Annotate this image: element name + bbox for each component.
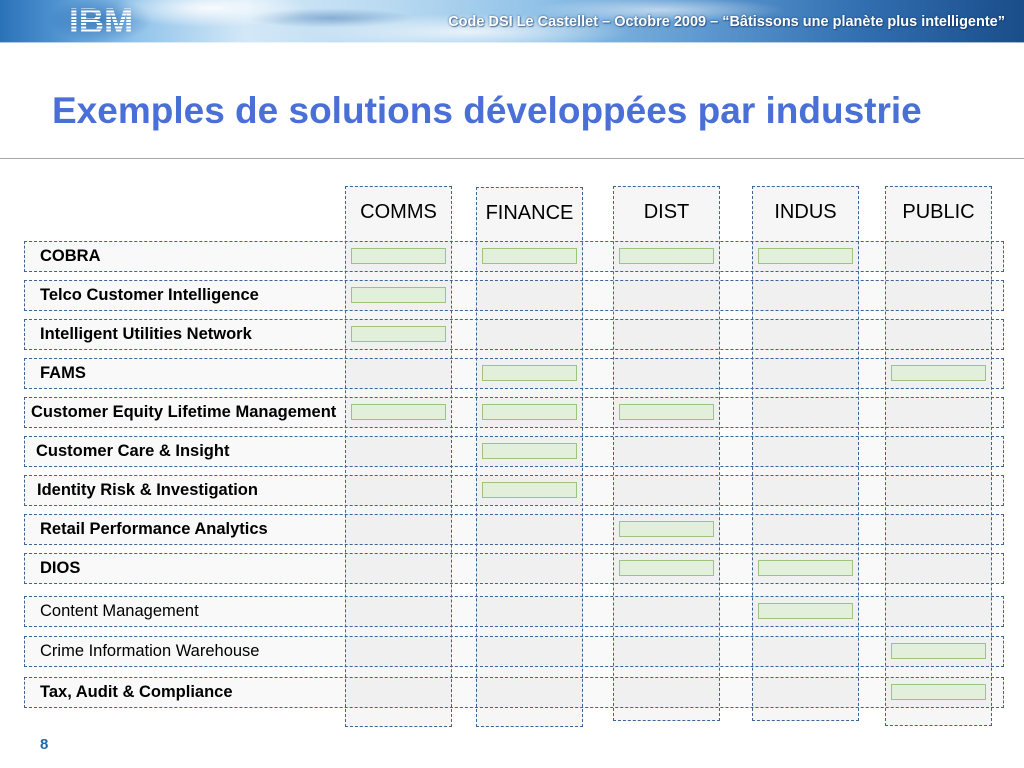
slide-title: Exemples de solutions développées par industrie <box>52 90 922 131</box>
row-label-retail-performance-analytics: Retail Performance Analytics <box>40 520 268 538</box>
row-customer-equity-lifetime-management <box>24 397 1004 428</box>
column-header-comms: COMMS <box>360 201 437 223</box>
column-header-dist: DIST <box>643 201 690 223</box>
row-tax-audit-compliance <box>24 677 1004 708</box>
row-label-dios: DIOS <box>40 559 81 577</box>
row-label-intelligent-utilities-network: Intelligent Utilities Network <box>40 325 252 343</box>
row-retail-performance-analytics <box>24 514 1004 545</box>
column-header-public: PUBLIC <box>902 201 975 223</box>
row-cobra <box>24 241 1004 272</box>
row-content-management <box>24 596 1004 627</box>
header-banner <box>0 0 1024 43</box>
ibm-logo: IBM <box>69 2 134 41</box>
column-header-finance: FINANCE <box>485 202 574 224</box>
row-label-customer-care-insight: Customer Care & Insight <box>36 442 230 460</box>
column-header-indus: INDUS <box>774 201 837 223</box>
row-label-cobra: COBRA <box>40 247 101 265</box>
page-number: 8 <box>40 736 49 753</box>
row-label-crime-information-warehouse: Crime Information Warehouse <box>40 642 260 660</box>
row-intelligent-utilities-network <box>24 319 1004 350</box>
row-label-fams: FAMS <box>40 364 86 382</box>
row-label-content-management: Content Management <box>40 602 199 620</box>
row-label-telco-customer-intelligence: Telco Customer Intelligence <box>40 286 259 304</box>
row-label-customer-equity-lifetime-management: Customer Equity Lifetime Management <box>31 403 337 421</box>
row-fams <box>24 358 1004 389</box>
row-label-identity-risk-investigation: Identity Risk & Investigation <box>37 481 258 499</box>
banner-text: Code DSI Le Castellet – Octobre 2009 – “Bâtissons une planète plus intelligente” <box>448 14 1005 30</box>
row-crime-information-warehouse <box>24 636 1004 667</box>
row-telco-customer-intelligence <box>24 280 1004 311</box>
row-dios <box>24 553 1004 584</box>
title-divider <box>0 158 1024 159</box>
row-label-tax-audit-compliance: Tax, Audit & Compliance <box>40 683 233 701</box>
row-identity-risk-investigation <box>24 475 1004 506</box>
row-customer-care-insight <box>24 436 1004 467</box>
